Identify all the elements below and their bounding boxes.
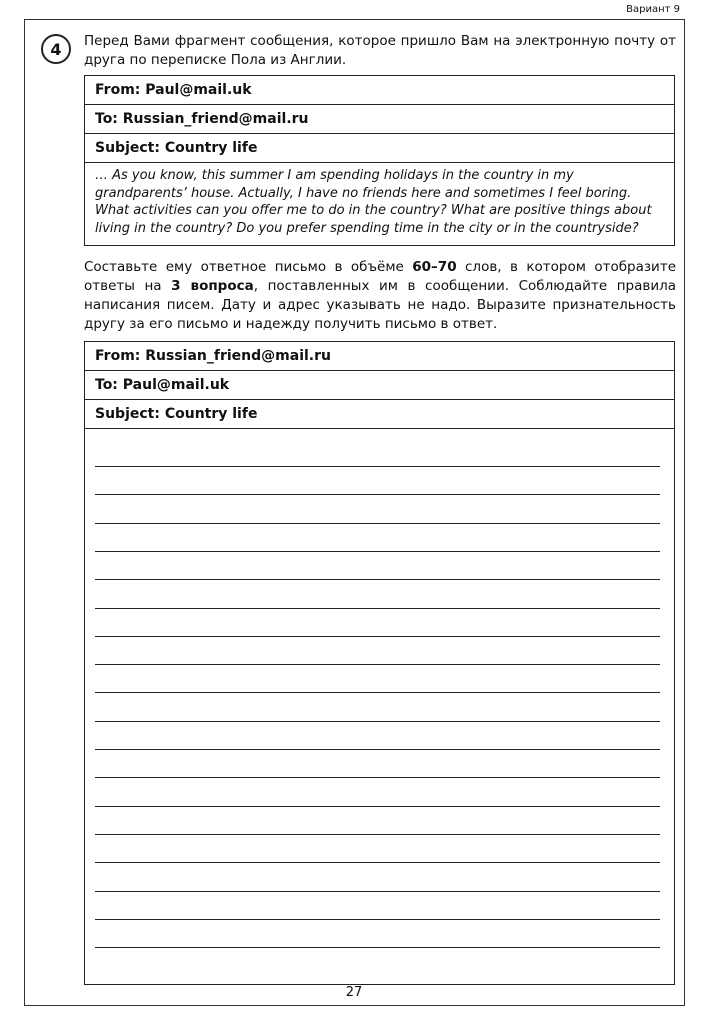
writing-line — [95, 862, 660, 863]
writing-line — [95, 579, 660, 580]
incoming-to-row: To: Russian_friend@mail.ru — [85, 105, 674, 134]
writing-line — [95, 608, 660, 609]
writing-line — [95, 721, 660, 722]
writing-line — [95, 551, 660, 552]
instructions-part3: , поставленных им в сообщении. Соблюдайте правила написания писем. Дату и адрес указывать не надо. Выразите признательность другу за его письмо и надежду получить письмо в ответ. — [84, 278, 676, 332]
writing-line — [95, 692, 660, 693]
task-instructions — [84, 258, 676, 334]
incoming-subject-row: Subject: Country life — [85, 134, 674, 163]
writing-line — [95, 636, 660, 637]
incoming-message-text: … As you know, this summer I am spending holidays in the country in my grandparents’ house. Actually, I have no friends here and sometimes I feel boring. What activities can you offer me to do in the country? What are positive things about living in the country? Do you prefer spending time in the city or in the countryside? — [95, 168, 652, 236]
writing-line — [95, 891, 660, 892]
reply-subject-row: Subject: Country life — [85, 400, 674, 429]
task-number-badge: 4 — [41, 34, 71, 64]
reply-to-row: To: Paul@mail.uk — [85, 371, 674, 400]
reply-from-row: From: Russian_friend@mail.ru — [85, 342, 674, 371]
task-intro: Перед Вами фрагмент сообщения, которое пришло Вам на электронную почту от друга по переписке Пола из Англии. — [84, 33, 676, 68]
writing-line — [95, 806, 660, 807]
incoming-email-box — [84, 75, 675, 246]
instructions-part2: слов, в котором отобразите ответы на — [84, 259, 677, 294]
page-number: 27 — [345, 985, 363, 1000]
reply-email-box — [84, 341, 675, 985]
writing-line — [95, 664, 660, 665]
writing-line — [95, 947, 660, 948]
writing-line — [95, 749, 660, 750]
incoming-from-row: From: Paul@mail.uk — [85, 76, 674, 105]
writing-line — [95, 523, 660, 524]
variant-label: Вариант 9 — [626, 4, 680, 15]
word-count: 60–70 — [412, 259, 457, 275]
writing-line — [95, 494, 660, 495]
instructions-part1: Составьте ему ответное письмо в объёме — [84, 259, 413, 275]
writing-line — [95, 777, 660, 778]
questions-count: 3 вопроса — [171, 278, 254, 294]
writing-line — [95, 919, 660, 920]
writing-line — [95, 834, 660, 835]
writing-line — [95, 466, 660, 467]
